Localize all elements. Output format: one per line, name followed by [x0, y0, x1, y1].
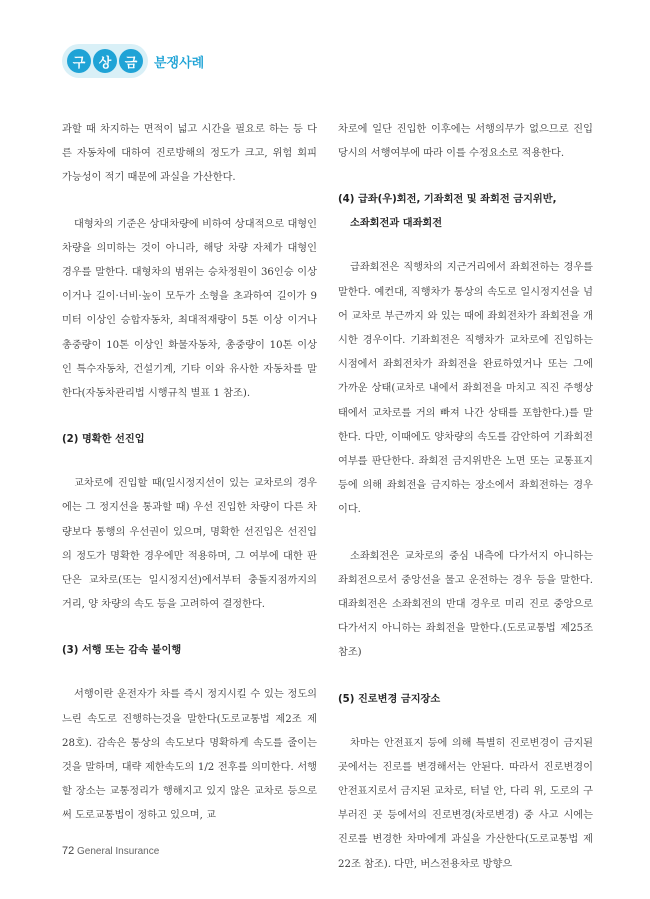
- subsection-heading: (3) 서행 또는 감속 불이행: [62, 645, 182, 657]
- paragraph: 차로에 일단 진입한 이후에는 서행의무가 없으므로 진입당시의 서행여부에 따라 이를 수정요소로 적용한다.: [338, 124, 593, 160]
- section-header: [62, 44, 204, 78]
- paragraph: 차마는 안전표지 등에 의해 특별히 진로변경이 금지된 곳에서는 진로를 변경해서는 안된다. 따라서 진로변경이 안전표지로서 금지된 교차로, 터널 안, 다리 위, 도로의 구부러진 곳 등에서의 진로변경(차로변경) 중 사고 시에는 진로를 변경한 차마에게 과실을 가산한다(도로교통법 제22조 참조). 다만, 버스전용차로 방향으: [338, 737, 593, 870]
- badge-char-2: 상: [93, 49, 117, 73]
- page-footer: [62, 845, 159, 857]
- paragraph: 소좌회전은 교차로의 중심 내측에 다가서지 아니하는 좌회전으로서 중앙선을 물고 운전하는 경우 등을 말한다. 대좌회전은 소좌회전의 반대 경우로 미리 진로 중앙으로 다가서지 아니하는 좌회전을 말한다.(도로교통법 제25조 참조): [338, 550, 593, 659]
- left-column: [62, 118, 317, 851]
- paragraph: 교차로에 진입할 때(일시정지선이 있는 교차로의 경우에는 그 정지선을 통과할 때) 우선 진입한 차량이 다른 차량보다 통행의 우선권이 있으며, 명확한 선진입은 선진입의 정도가 명확한 경우에만 적용하며, 그 여부에 대한 판단은 교차로(또는 일시정지선)에서부터 충돌지점까지의 거리, 양 차량의 속도 등을 고려하여 결정한다.: [62, 478, 317, 611]
- badge-char-3: 금: [119, 49, 143, 73]
- paragraph: 서행이란 운전자가 차를 즉시 정지시킬 수 있는 정도의 느린 속도로 진행하는것을 말한다(도로교통법 제2조 제28호). 감속은 통상의 속도보다 명확하게 속도를 줄이는 것을 말하며, 대략 제한속도의 1/2 전후를 의미한다. 서행할 장소는 교통정리가 행해지고 있지 않은 교차로 등으로써 도로교통법이 정하고 있으며, 교: [62, 689, 317, 822]
- paragraph: 과할 때 차지하는 면적이 넓고 시간을 필요로 하는 등 다른 자동차에 대하여 진로방해의 정도가 크고, 위험 회피 가능성이 적기 때문에 과실을 가산한다.: [62, 124, 317, 184]
- subsection-heading: [338, 188, 593, 236]
- subsection-heading: (2) 명확한 선진입: [62, 434, 145, 446]
- subsection-heading: (5) 진로변경 금지장소: [338, 693, 441, 705]
- badge-char-1: 구: [67, 49, 91, 73]
- paragraph: 대형차의 기준은 상대차량에 비하여 상대적으로 대형인 차량을 의미하는 것이 아니라, 해당 차량 자체가 대형인 경우를 말한다. 대형차의 범위는 승차정원이 36인승 이상이거나 길이·너비·높이 모두가 소형을 초과하여 길이가 9미터 이상인 승합자동차, 최대적재량이 5톤 이상 이거나 총중량이 10톤 이상인 화물자동차, 총중량이 10톤 이상인 특수자동차, 건설기계, 기타 이와 유사한 자동차를 말한다(자동차관리법 시행규칙 별표 1 참조).: [62, 218, 317, 400]
- publication-name: General Insurance: [77, 846, 160, 857]
- right-column: [338, 118, 593, 899]
- section-title: 분쟁사례: [154, 55, 205, 71]
- heading-line-2: 소좌회전과 대좌회전: [350, 218, 443, 230]
- paragraph: 급좌회전은 직행차의 지근거리에서 좌회전하는 경우를 말한다. 예컨대, 직행차가 통상의 속도로 일시정지선을 넘어 교차로 부근까지 와 있는 때에 좌회전차가 좌회전을 개시한 경우이다. 기좌회전은 직행차가 교차로에 진입하는 시점에서 좌회전차가 좌회전을 완료하였거나 또는 그에 가까운 상태(교차로 내에서 좌회전을 마치고 직진 주행상태에서 교차로를 거의 빠져 나간 상태를 포함한다.)를 말한다. 다만, 이때에도 양차량의 속도를 감안하여 기좌회전 여부를 판단한다. 좌회전 금지위반은 노면 또는 교통표지 등에 의해 좌회전을 금지하는 장소에서 좌회전하는 경우이다.: [338, 262, 593, 516]
- heading-line-1: (4) 급좌(우)회전, 기좌회전 및 좌회전 금지위반,: [338, 194, 557, 206]
- section-badge-group: [62, 44, 148, 78]
- page-number: 72: [62, 845, 75, 857]
